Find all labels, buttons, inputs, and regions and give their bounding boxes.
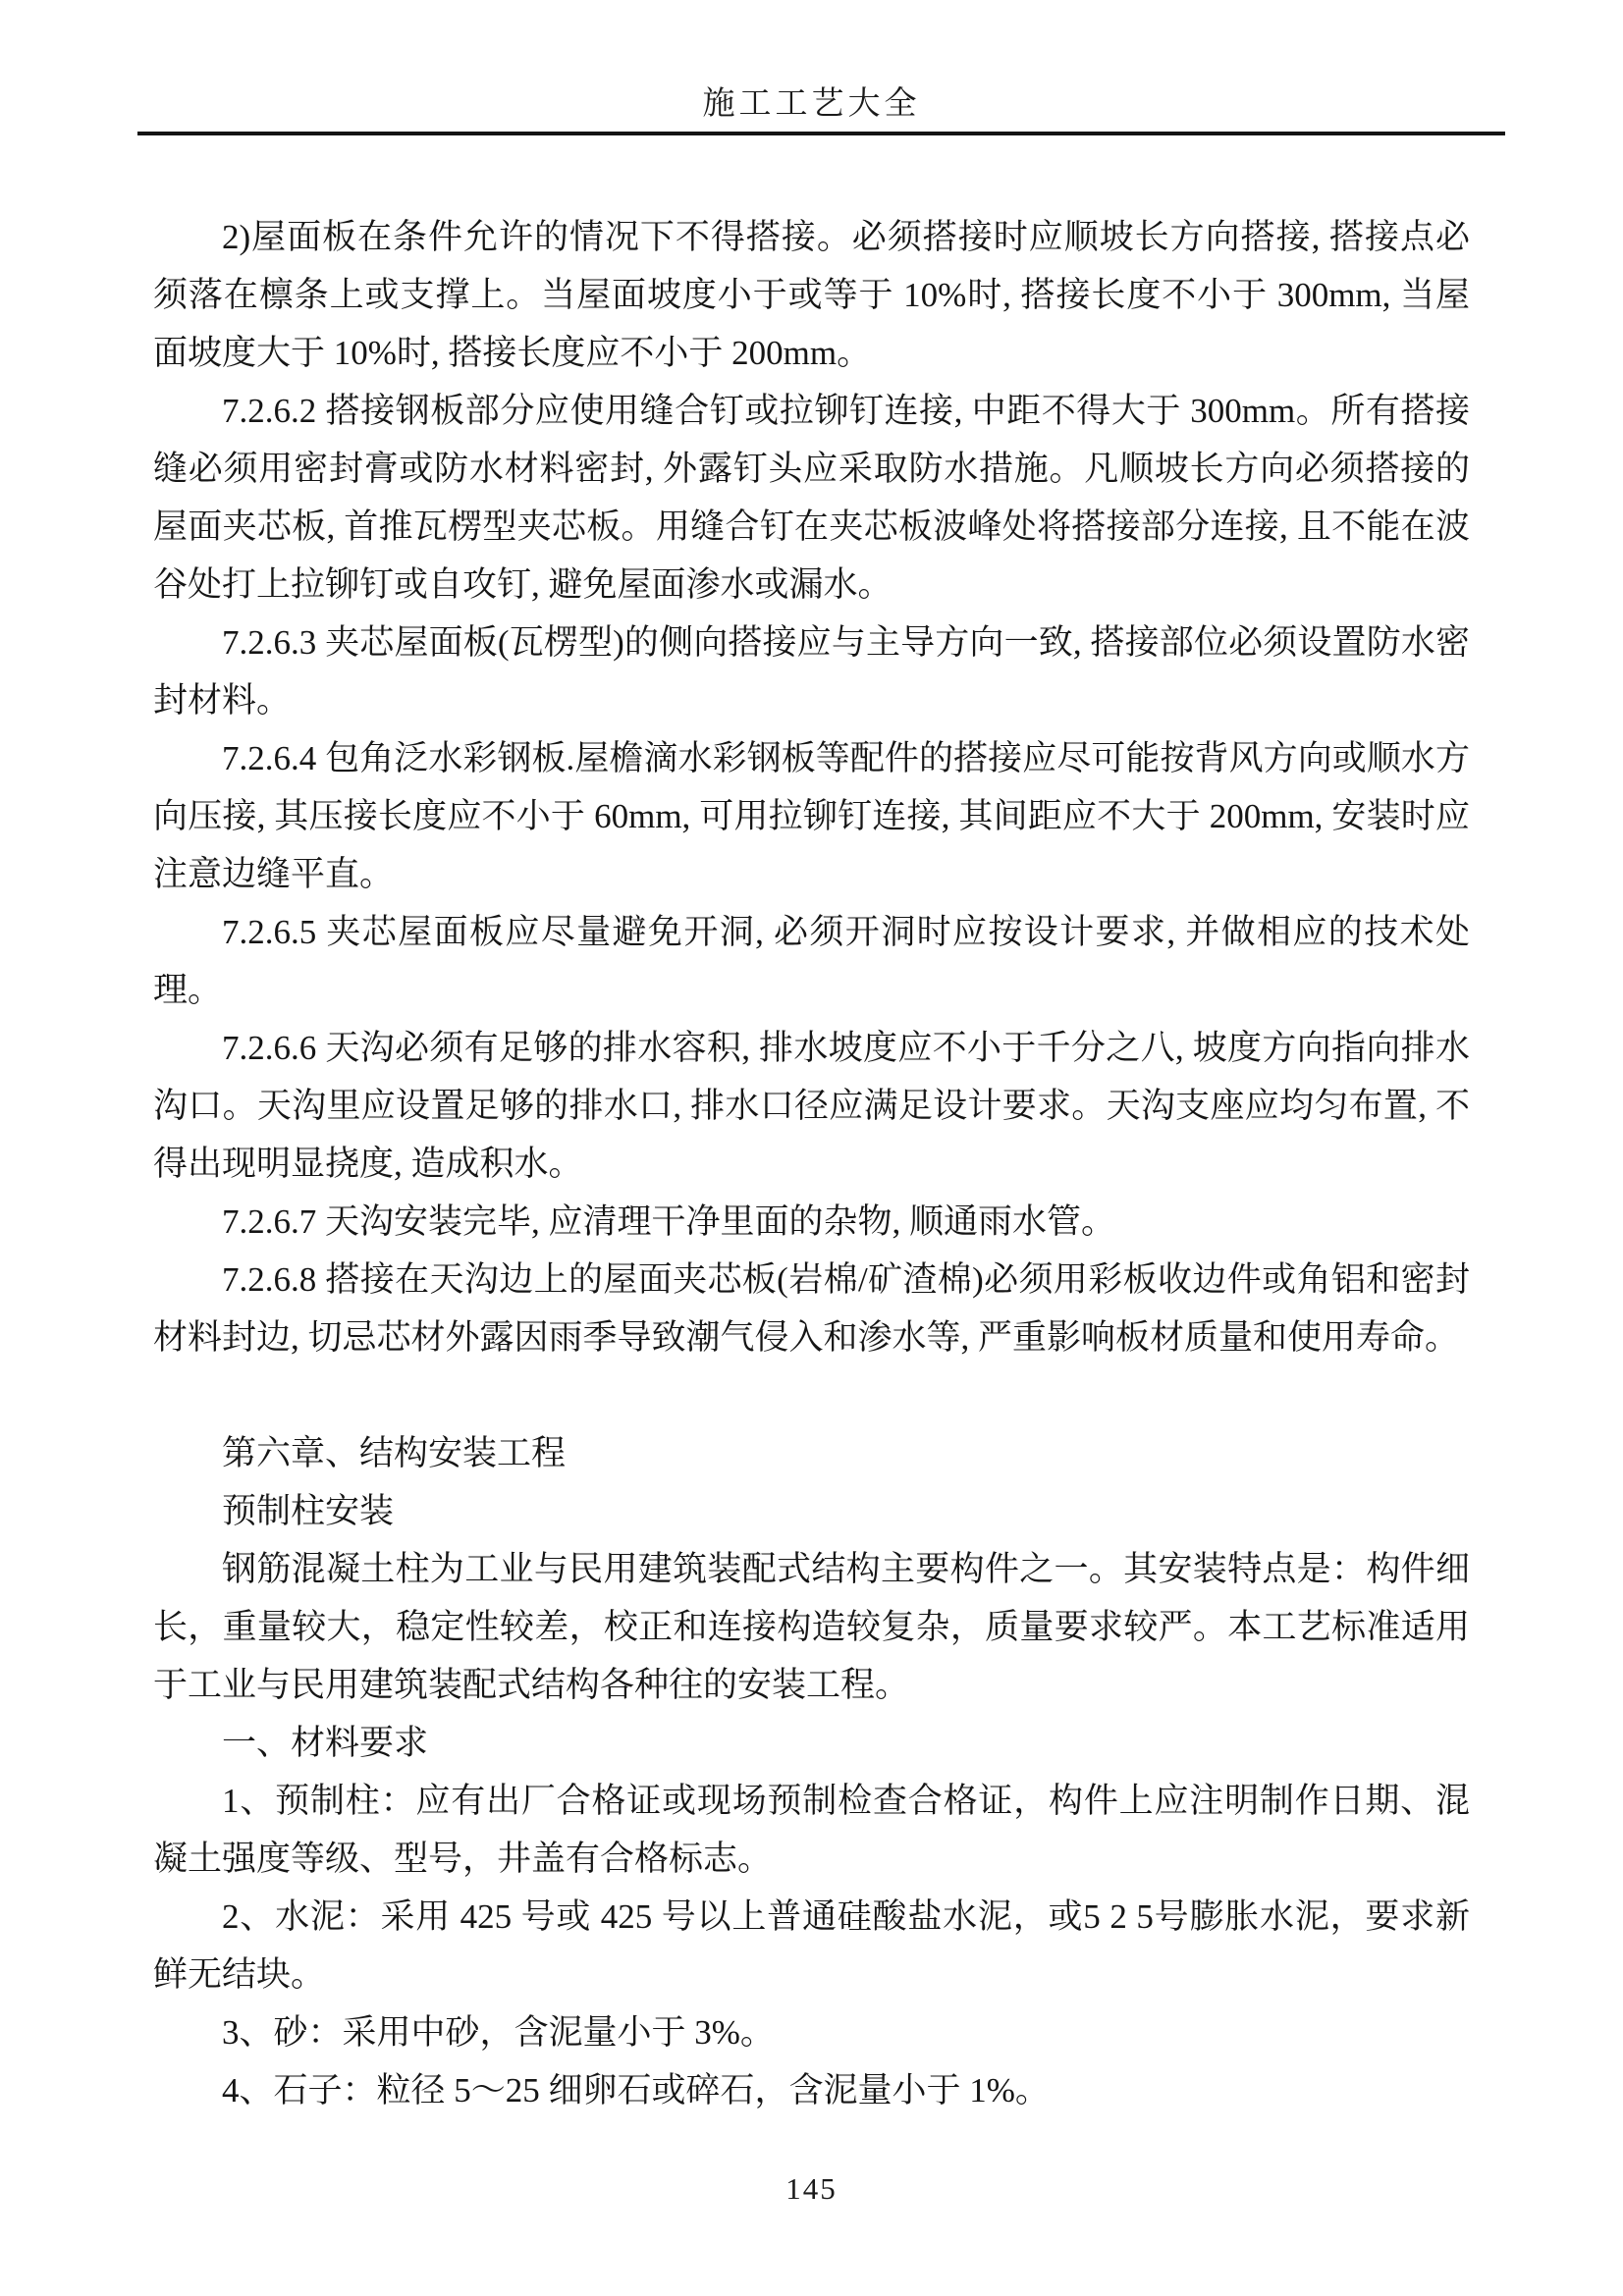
paragraph: 7.2.6.3 夹芯屋面板(瓦楞型)的侧向搭接应与主导方向一致, 搭接部位必须设置防水密封材料。 (153, 623, 1470, 720)
paragraph: 2)屋面板在条件允许的情况下不得搭接。必须搭接时应顺坡长方向搭接, 搭接点必须落在檩条上或支撑上。当屋面坡度小于或等于 10%时, 搭接长度不小于 300mm, 当屋面坡度大于 10%时, 搭接长度应不小于 200mm。 (153, 218, 1470, 372)
paragraph: 1、预制柱：应有出厂合格证或现场预制检查合格证，构件上应注明制作日期、混凝土强度等级、型号，井盖有合格标志。 (153, 1782, 1470, 1878)
paragraph: 2、水泥：采用 425 号或 425 号以上普通硅酸盐水泥，或5 2 5号膨胀水泥，要求新鲜无结块。 (153, 1897, 1470, 1994)
document-body (153, 208, 1470, 2119)
paragraph: 钢筋混凝土柱为工业与民用建筑装配式结构主要构件之一。其安装特点是：构件细长，重量较大，稳定性较差，校正和连接构造较复杂，质量要求较严。本工艺标准适用于工业与民用建筑装配式结构各种往的安装工程。 (153, 1550, 1470, 1704)
header-divider (137, 132, 1505, 135)
paragraph: 3、砂：采用中砂，含泥量小于 3%。 (222, 2013, 775, 2052)
paragraph: 7.2.6.8 搭接在天沟边上的屋面夹芯板(岩棉/矿渣棉)必须用彩板收边件或角铝和密封材料封边, 切忌芯材外露因雨季导致潮气侵入和渗水等, 严重影响板材质量和使用寿命。 (153, 1260, 1470, 1357)
page-header (0, 0, 1623, 135)
paragraph: 7.2.6.7 天沟安装完毕, 应清理干净里面的杂物, 顺通雨水管。 (222, 1202, 1116, 1241)
page-number: 145 (785, 2171, 838, 2206)
page-footer (0, 2171, 1623, 2207)
section-heading: 预制柱安装 (222, 1492, 395, 1530)
paragraph: 7.2.6.5 夹芯屋面板应尽量避免开洞, 必须开洞时应按设计要求, 并做相应的技术处理。 (153, 913, 1470, 1009)
document-title: 施工工艺大全 (702, 86, 921, 122)
section-heading: 一、材料要求 (222, 1724, 429, 1762)
section-heading: 第六章、结构安装工程 (222, 1434, 567, 1472)
paragraph: 7.2.6.6 天沟必须有足够的排水容积, 排水坡度应不小于千分之八, 坡度方向指向排水沟口。天沟里应设置足够的排水口, 排水口径应满足设计要求。天沟支座应均匀布置, 不得出现明显挠度, 造成积水。 (153, 1029, 1470, 1183)
paragraph: 4、石子：粒径 5～25 细卵石或碎石，含泥量小于 1%。 (222, 2071, 1050, 2109)
paragraph: 7.2.6.4 包角泛水彩钢板.屋檐滴水彩钢板等配件的搭接应尽可能按背风方向或顺水方向压接, 其压接长度应不小于 60mm, 可用拉铆钉连接, 其间距应不大于 200mm, 安装时应注意边缝平直。 (153, 739, 1470, 893)
paragraph: 7.2.6.2 搭接钢板部分应使用缝合钉或拉铆钉连接, 中距不得大于 300mm。所有搭接缝必须用密封膏或防水材料密封, 外露钉头应采取防水措施。凡顺坡长方向必须搭接的屋面夹芯板, 首推瓦楞型夹芯板。用缝合钉在夹芯板波峰处将搭接部分连接, 且不能在波谷处打上拉铆钉或自攻钉, 避免屋面渗水或漏水。 (153, 392, 1470, 604)
